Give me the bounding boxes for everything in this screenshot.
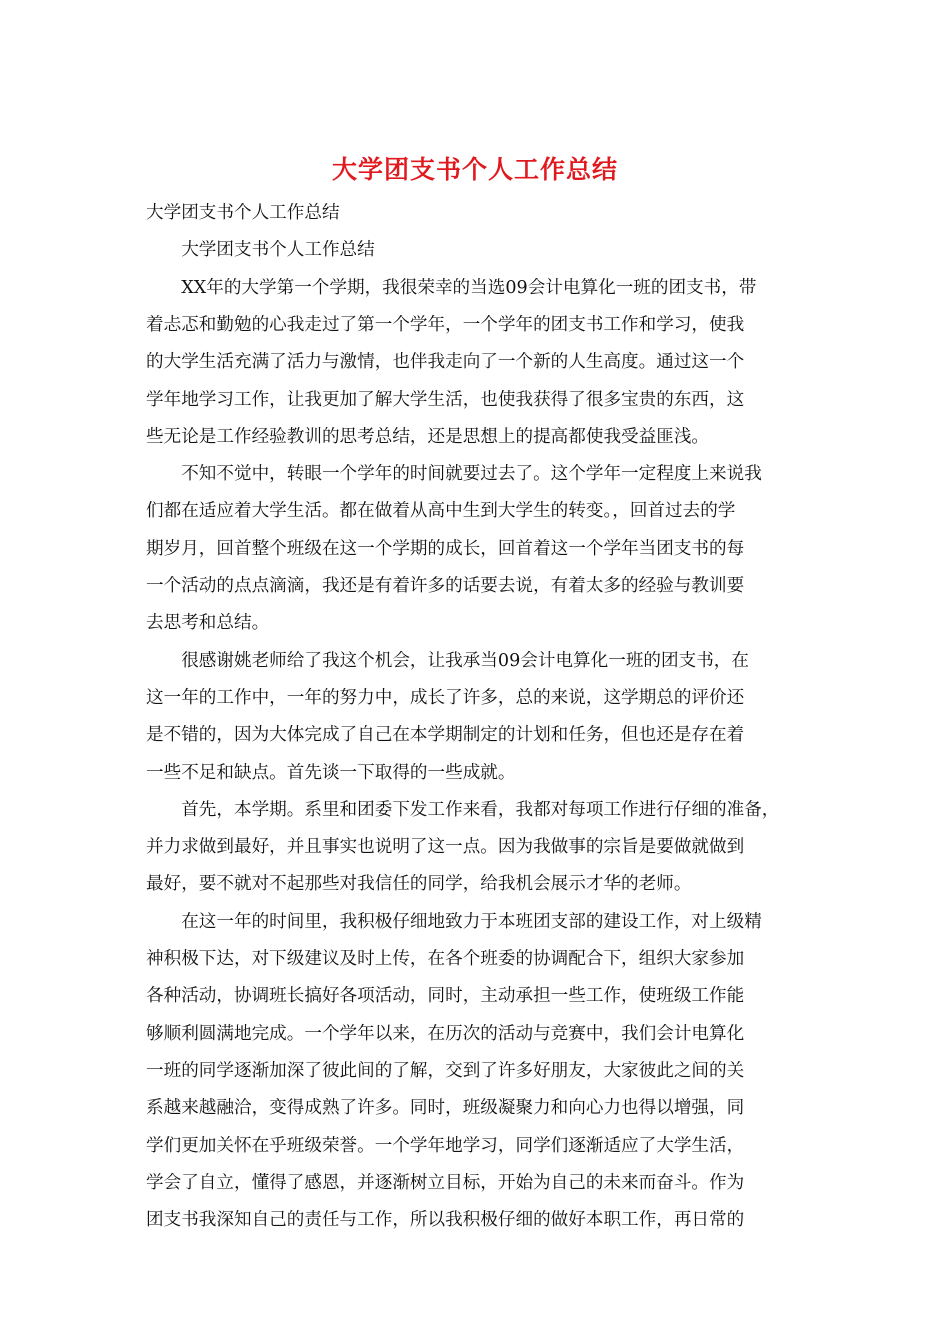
text-line: 不知不觉中，转眼一个学年的时间就要过去了。这个学年一定程度上来说我	[146, 464, 762, 484]
text-line: 一个活动的点点滴滴，我还是有着许多的话要去说，有着太多的经验与教训要	[146, 576, 745, 596]
text-line: 在这一年的时间里，我积极仔细地致力于本班团支部的建设工作，对上级精	[146, 912, 762, 932]
text-line: 很感谢姚老师给了我这个机会，让我承当09会计电算化一班的团支书，在	[146, 651, 749, 671]
text-line: 最好，要不就对不起那些对我信任的同学，给我机会展示才华的老师。	[146, 874, 692, 894]
text-line: 去思考和总结。	[146, 613, 270, 633]
text-line: 够顺利圆满地完成。一个学年以来，在历次的活动与竞赛中，我们会计电算化	[146, 1024, 745, 1044]
text-line: 学们更加关怀在乎班级荣誉。一个学年地学习，同学们逐渐适应了大学生活，	[146, 1136, 745, 1156]
document-title: 大学团支书个人工作总结	[331, 155, 618, 184]
text-line: 团支书我深知自己的责任与工作，所以我积极仔细的做好本职工作，再日常的	[146, 1210, 745, 1230]
text-line: 各种活动，协调班长搞好各项活动，同时，主动承担一些工作，使班级工作能	[146, 986, 745, 1006]
text-line: 们都在适应着大学生活。都在做着从高中生到大学生的转变。，回首过去的学	[146, 501, 736, 521]
text-line: 是不错的，因为大体完成了自己在本学期制定的计划和任务，但也还是存在着	[146, 725, 745, 745]
text-line: 这一年的工作中，一年的努力中，成长了许多，总的来说，这学期总的评价还	[146, 688, 745, 708]
text-line: 学会了自立，懂得了感恩，并逐渐树立目标，开始为自己的未来而奋斗。作为	[146, 1173, 745, 1193]
text-line: 的大学生活充满了活力与激情，也伴我走向了一个新的人生高度。通过这一个	[146, 352, 745, 372]
text-line: 大学团支书个人工作总结	[146, 240, 375, 260]
text-line: 一些不足和缺点。首先谈一下取得的一些成就。	[146, 763, 516, 783]
text-line: 期岁月，回首整个班级在这一个学期的成长，回首着这一个学年当团支书的每	[146, 539, 745, 559]
text-line: XX年的大学第一个学期，我很荣幸的当选09会计电算化一班的团支书，带	[146, 278, 757, 298]
text-line: 一班的同学逐渐加深了彼此间的了解，交到了许多好朋友，大家彼此之间的关	[146, 1061, 745, 1081]
text-line: 些无论是工作经验教训的思考总结，还是思想上的提高都使我受益匪浅。	[146, 427, 710, 447]
text-line: 学年地学习工作，让我更加了解大学生活，也使我获得了很多宝贵的东西，这	[146, 390, 745, 410]
text-line: 并力求做到最好，并且事实也说明了这一点。因为我做事的宗旨是要做就做到	[146, 837, 745, 857]
text-line: 着忐忑和勤勉的心我走过了第一个学年，一个学年的团支书工作和学习，使我	[146, 315, 745, 335]
text-line: 神积极下达，对下级建议及时上传，在各个班委的协调配合下，组织大家参加	[146, 949, 745, 969]
text-line: 大学团支书个人工作总结	[146, 203, 340, 223]
text-line: 首先，本学期。系里和团委下发工作来看，我都对每项工作进行仔细的准备，	[146, 800, 780, 820]
text-line: 系越来越融洽，变得成熟了许多。同时，班级凝聚力和向心力也得以增强，同	[146, 1098, 745, 1118]
